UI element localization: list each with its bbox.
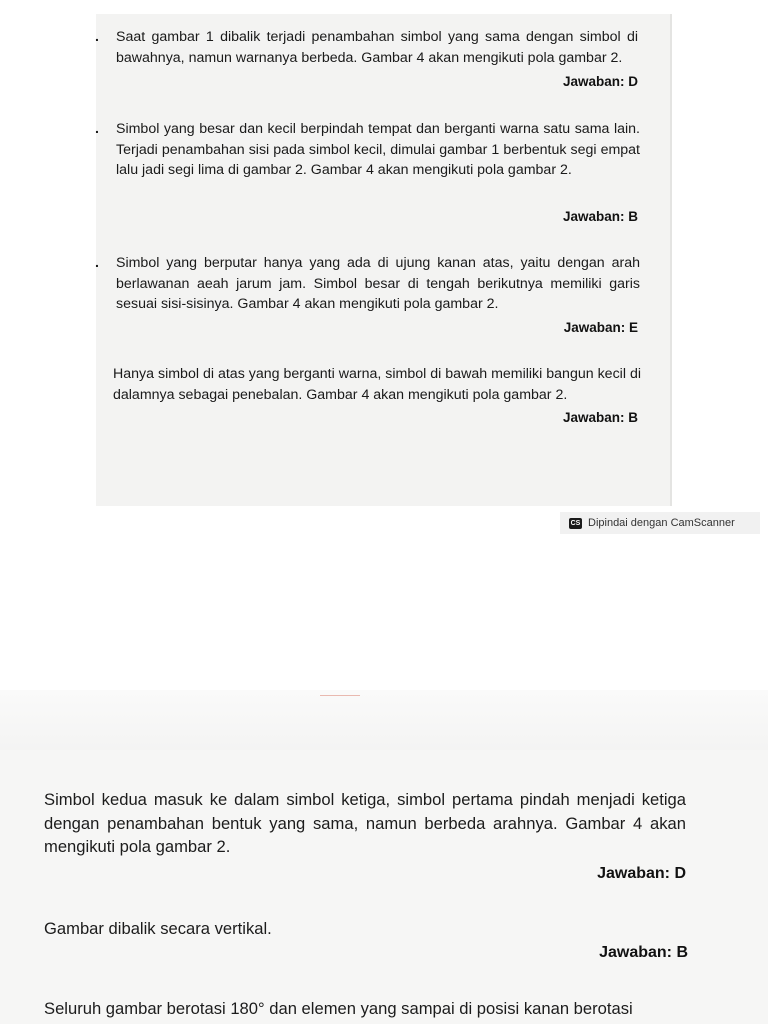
answer-label: Jawaban: B xyxy=(599,944,688,961)
explanation-item-3 xyxy=(95,253,640,315)
explanation-text: Seluruh gambar berotasi 180° dan elemen yang sampai di posisi kanan berotasi xyxy=(44,999,633,1018)
camscanner-logo-icon: CS xyxy=(570,519,581,527)
answer-label: Jawaban: D xyxy=(562,74,638,89)
answer-label: Jawaban: B xyxy=(562,209,638,224)
item-bullet: . xyxy=(95,121,99,137)
explanation-item-7 xyxy=(44,997,744,1021)
watermark-text: Dipindai dengan CamScanner xyxy=(588,517,735,529)
item-bullet: . xyxy=(95,29,99,45)
explanation-text: Hanya simbol di atas yang berganti warna, simbol di bawah memiliki bangun kecil di dalamnya sebagai penebalan. Gambar 4 akan mengikuti pola gambar 2. xyxy=(113,366,641,403)
answer-label: Jawaban: B xyxy=(562,410,638,425)
scan-mark xyxy=(320,695,360,696)
answer-label: Jawaban: E xyxy=(563,320,638,335)
explanation-text: Simbol yang besar dan kecil berpindah tempat dan berganti warna satu sama lain. Terjadi penambahan sisi pada simbol kecil, dimulai gambar 1 berbentuk segi empat lalu jadi segi lima di gambar 2. Gambar 4 akan mengikuti pola gambar 2. xyxy=(116,121,640,178)
explanation-item-6 xyxy=(44,917,686,941)
explanation-item-2 xyxy=(95,119,640,181)
explanation-item-4 xyxy=(113,364,641,405)
explanation-text: Saat gambar 1 dibalik terjadi penambahan simbol yang sama dengan simbol di bawahnya, namun warnanya berbeda. Gambar 4 akan mengikuti pola gambar 2. xyxy=(116,29,638,66)
explanation-text: Simbol kedua masuk ke dalam simbol ketiga, simbol pertama pindah menjadi ketiga dengan penambahan bentuk yang sama, namun berbeda arahnya. Gambar 4 akan mengikuti pola gambar 2. xyxy=(44,790,686,856)
answer-label: Jawaban: D xyxy=(597,865,686,882)
page-edge xyxy=(670,14,672,506)
scan-shading xyxy=(0,690,768,750)
camscanner-watermark xyxy=(560,512,760,534)
explanation-text: Gambar dibalik secara vertikal. xyxy=(44,919,272,938)
item-bullet: . xyxy=(95,255,99,271)
explanation-item-1 xyxy=(95,27,638,68)
explanation-item-5 xyxy=(44,788,686,859)
explanation-text: Simbol yang berputar hanya yang ada di ujung kanan atas, yaitu dengan arah berlawanan aeah jarum jam. Simbol besar di tengah berikutnya memiliki garis sesuai sisi-sisinya. Gambar 4 akan mengikuti pola gambar 2. xyxy=(116,255,640,312)
